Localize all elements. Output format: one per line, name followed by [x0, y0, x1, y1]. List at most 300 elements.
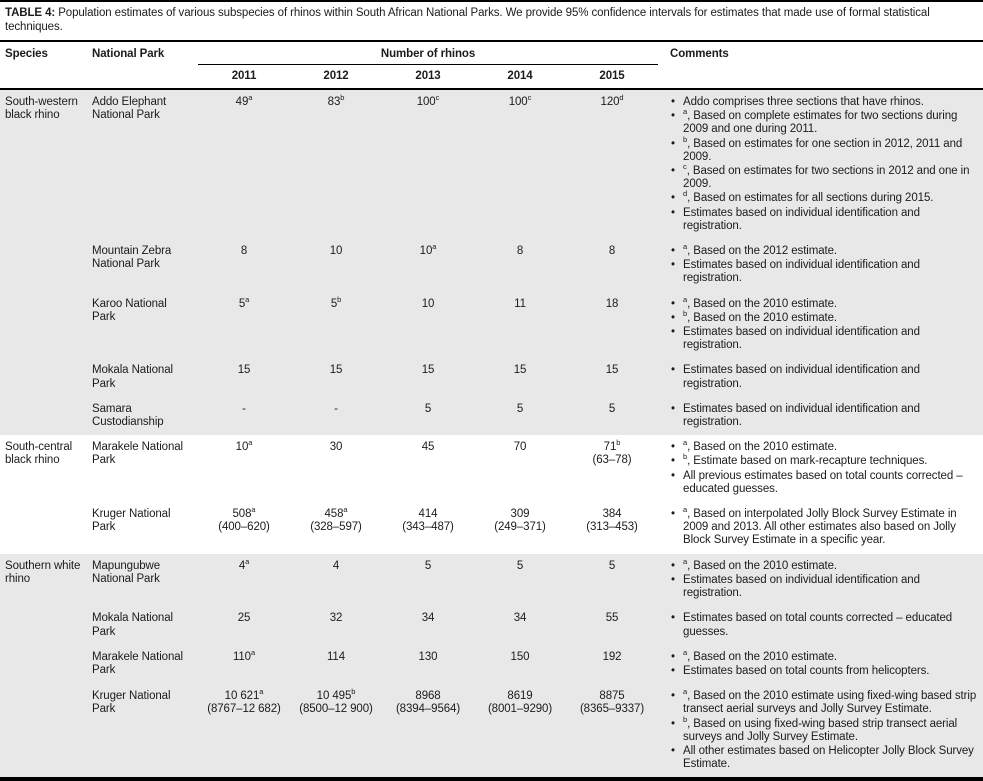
count-number: 18 — [605, 297, 619, 310]
comments-cell — [658, 292, 983, 359]
table-row — [0, 239, 983, 292]
table-caption — [0, 2, 983, 40]
bullet-icon: • — [671, 402, 675, 415]
table-row — [0, 645, 983, 684]
comment-text: Addo comprises three sections that have rhinos. — [683, 96, 924, 108]
footnote-marker: a — [683, 438, 688, 448]
rhino-count-value — [294, 294, 378, 311]
comment-text: Estimates based on total counts from helicopters. — [683, 664, 930, 677]
park-cell: Marakele National Park — [92, 441, 183, 467]
confidence-interval: (8394–9564) — [395, 703, 461, 716]
comments-cell — [658, 502, 983, 554]
comment-item — [670, 403, 978, 429]
comment-list — [670, 438, 978, 496]
bullet-icon: • — [671, 364, 675, 377]
rhino-count-cell — [474, 606, 566, 644]
park-cell: Mountain Zebra National Park — [92, 245, 172, 271]
bullet-icon: • — [671, 664, 675, 677]
rhino-count-cell — [290, 397, 382, 435]
rhino-count-value — [294, 560, 378, 573]
comment-text: , Based on estimates for two sections in 2012 and one in 2009. — [683, 165, 970, 191]
count-number: 5 — [516, 402, 524, 415]
bullet-icon: • — [671, 455, 675, 468]
footnote-marker: a — [683, 242, 688, 252]
rhino-count-value — [202, 647, 286, 664]
number-of-rhinos-label: Number of rhinos — [198, 48, 658, 65]
rhino-count-value — [570, 690, 654, 703]
comment-item — [670, 259, 978, 285]
bullet-icon: • — [671, 137, 675, 150]
count-number: 5 — [516, 559, 524, 572]
comment-text: , Based on the 2010 estimate. — [687, 311, 838, 324]
rhino-count-cell — [198, 502, 290, 554]
count-number: 192 — [602, 650, 622, 663]
rhino-count-value — [478, 651, 562, 664]
comment-text: Estimates based on individual identification and registration. — [683, 259, 920, 285]
count-number: 8 — [240, 245, 248, 258]
count-number: 10 621 — [224, 690, 260, 703]
footnote-marker: a — [683, 505, 688, 515]
count-number: 15 — [237, 364, 251, 377]
rhino-count-value — [386, 298, 470, 311]
footnote-marker: a — [245, 294, 250, 304]
rhino-count-cell — [198, 89, 290, 239]
table-row — [0, 606, 983, 644]
rhino-count-value — [294, 93, 378, 109]
comments-cell — [658, 554, 983, 607]
count-number: 5 — [330, 297, 338, 310]
species-cell: Southern white rhino — [5, 559, 81, 585]
footnote-marker: b — [683, 134, 688, 144]
rhino-count-cell — [474, 684, 566, 779]
count-number: - — [334, 402, 338, 415]
footnote-marker: a — [259, 687, 264, 697]
bullet-icon: • — [671, 311, 675, 324]
col-header-year: 2012 — [323, 70, 349, 82]
rhino-count-cell — [290, 606, 382, 644]
rhino-count-value — [386, 242, 470, 258]
table-caption-label: TABLE 4: — [5, 7, 56, 19]
count-number: 120 — [600, 96, 620, 108]
comment-item — [670, 612, 978, 638]
bullet-icon: • — [671, 650, 675, 663]
footnote-marker: a — [245, 556, 250, 566]
park-cell: Samara Custodianship — [92, 402, 164, 429]
footnote-marker: b — [340, 93, 345, 103]
count-number: 71 — [603, 441, 617, 454]
comments-cell — [658, 606, 983, 644]
footnote-marker: b — [351, 687, 356, 697]
rhino-count-cell — [474, 292, 566, 359]
comment-item — [670, 470, 978, 496]
comment-item — [670, 364, 978, 390]
rhino-count-cell — [290, 554, 382, 607]
comment-item — [670, 665, 978, 678]
rhino-count-value — [202, 294, 286, 311]
count-number: 114 — [326, 650, 346, 663]
rhino-count-value — [478, 508, 562, 521]
rhino-count-cell — [382, 554, 474, 607]
count-number: 110 — [232, 650, 251, 663]
rhino-count-value — [294, 441, 378, 454]
rhino-count-cell — [566, 645, 658, 684]
park-cell: Kruger National Park — [92, 508, 171, 534]
table-row — [0, 89, 983, 239]
comments-cell — [658, 358, 983, 396]
count-number: 34 — [421, 612, 435, 625]
count-number: 10 495 — [316, 690, 352, 703]
comment-list — [670, 294, 978, 353]
rhino-count-value — [478, 298, 562, 311]
bullet-icon: • — [671, 192, 675, 205]
comment-text: Estimates based on individual identification and registration. — [683, 573, 920, 600]
rhino-count-value — [570, 438, 654, 454]
footnote-marker: c — [527, 93, 532, 103]
col-header-comments: Comments — [670, 48, 729, 60]
rhino-count-cell — [198, 435, 290, 502]
footnote-marker: a — [683, 647, 688, 657]
count-number: 8619 — [507, 690, 533, 703]
comment-list — [670, 647, 978, 678]
rhino-count-value — [478, 560, 562, 573]
comment-text: , Estimate based on mark-recapture techniques. — [687, 455, 928, 468]
footnote-marker: a — [248, 438, 253, 448]
col-header-number-of-rhinos — [198, 41, 658, 65]
confidence-interval: (8500–12 900) — [299, 703, 373, 716]
table-header — [0, 41, 983, 89]
bullet-icon: • — [671, 559, 675, 572]
rhino-count-value — [570, 560, 654, 573]
table-caption-text: Population estimates of various subspecies of rhinos within South African National Parks. We provide 95% confidence intervals for estimates that made use of formal statistical techniques. — [5, 7, 930, 33]
count-number: 10 — [329, 245, 343, 258]
rhino-count-value — [570, 93, 654, 109]
rhino-count-cell — [290, 89, 382, 239]
col-header-species: Species — [5, 48, 48, 60]
confidence-interval: (8001–9290) — [487, 703, 553, 716]
bullet-icon: • — [671, 508, 675, 521]
rhino-count-value — [386, 508, 470, 521]
comments-cell — [658, 397, 983, 435]
footnote-marker: a — [251, 505, 256, 515]
rhino-count-cell — [198, 239, 290, 292]
count-number: 15 — [513, 364, 527, 377]
count-number: 8968 — [415, 690, 441, 703]
comment-list — [670, 242, 978, 286]
species-cell: South-western black rhino — [5, 96, 78, 122]
count-number: 150 — [510, 650, 530, 663]
rhino-count-cell — [382, 502, 474, 554]
rhino-count-cell — [382, 645, 474, 684]
count-number: 83 — [327, 96, 341, 108]
comment-item — [670, 714, 978, 744]
footnote-marker: a — [683, 107, 688, 117]
rhino-count-cell — [290, 684, 382, 779]
count-number: 8 — [516, 245, 524, 258]
rhino-count-value — [386, 560, 470, 573]
comment-text: Estimates based on individual identification and registration. — [683, 206, 920, 232]
park-cell: Mapungubwe National Park — [92, 559, 161, 585]
comments-cell — [658, 435, 983, 502]
bullet-icon: • — [671, 612, 675, 625]
bullet-icon: • — [671, 206, 675, 219]
rhino-count-value — [386, 364, 470, 377]
rhino-count-cell — [474, 89, 566, 239]
rhino-count-cell — [566, 292, 658, 359]
bullet-icon: • — [671, 744, 675, 757]
comment-item — [670, 309, 978, 325]
count-number: 10 — [235, 441, 249, 454]
rhino-count-value — [386, 403, 470, 416]
comment-text: Estimates based on individual identification and registration. — [683, 326, 920, 352]
comment-item — [670, 452, 978, 468]
footnote-marker: c — [683, 162, 687, 172]
rhino-count-cell — [474, 358, 566, 396]
bullet-icon: • — [671, 110, 675, 123]
header-row-top — [0, 41, 983, 65]
count-number: 15 — [329, 364, 343, 377]
rhino-count-cell — [474, 554, 566, 607]
count-number: 508 — [232, 508, 252, 521]
park-cell: Mokala National Park — [92, 364, 173, 390]
rhino-count-cell — [382, 239, 474, 292]
count-number: 458 — [324, 508, 344, 521]
bullet-icon: • — [671, 573, 675, 586]
rhino-count-cell — [198, 292, 290, 359]
bullet-icon: • — [671, 690, 675, 703]
comment-text: Estimates based on total counts corrected – educated guesses. — [683, 612, 953, 638]
comment-item — [670, 438, 978, 454]
count-number: 45 — [421, 441, 435, 454]
rhino-count-value — [294, 403, 378, 416]
comment-list — [670, 612, 978, 638]
rhino-count-value — [202, 245, 286, 258]
rhino-count-cell — [566, 502, 658, 554]
count-number: 30 — [329, 441, 343, 454]
comments-cell — [658, 239, 983, 292]
table-row — [0, 684, 983, 779]
rhino-count-cell — [474, 645, 566, 684]
comment-item — [670, 647, 978, 664]
confidence-interval: (313–453) — [586, 521, 638, 534]
rhino-count-value — [570, 364, 654, 377]
comment-item — [670, 574, 978, 600]
rhino-count-cell — [198, 645, 290, 684]
comment-list — [670, 96, 978, 233]
confidence-interval: (8365–9337) — [579, 703, 645, 716]
rhino-count-value — [570, 298, 654, 311]
rhino-count-value — [294, 612, 378, 625]
rhino-count-cell — [474, 435, 566, 502]
rhino-count-value — [570, 651, 654, 664]
comment-item — [670, 326, 978, 352]
species-section — [0, 435, 983, 553]
footnote-marker: b — [616, 438, 621, 448]
comment-text: , Based on estimates for one section in 2012, 2011 and 2009. — [683, 137, 963, 163]
comment-text: , Based on the 2012 estimate. — [687, 245, 838, 258]
rhino-count-value — [202, 612, 286, 625]
rhino-count-value — [294, 245, 378, 258]
col-header-year: 2014 — [507, 70, 533, 82]
rhino-count-value — [386, 651, 470, 664]
rhino-count-cell — [566, 684, 658, 779]
rhino-count-cell — [474, 239, 566, 292]
confidence-interval: (249–371) — [494, 521, 546, 534]
table-row — [0, 292, 983, 359]
comment-text: , Based on the 2010 estimate. — [687, 441, 838, 454]
rhino-count-value — [294, 364, 378, 377]
count-number: 100 — [508, 96, 528, 108]
comment-item — [670, 242, 978, 258]
table-row — [0, 435, 983, 502]
comment-item — [670, 189, 978, 205]
rhino-count-cell — [290, 435, 382, 502]
rhino-count-value — [294, 505, 378, 521]
rhino-count-cell — [198, 554, 290, 607]
confidence-interval: (328–597) — [310, 521, 362, 534]
count-number: 130 — [418, 650, 438, 663]
comment-list — [670, 687, 978, 771]
count-number: 55 — [605, 612, 619, 625]
rhino-count-value — [478, 403, 562, 416]
count-number: 10 — [421, 297, 435, 310]
comment-item — [670, 687, 978, 716]
comment-list — [670, 505, 978, 548]
count-number: 49 — [235, 96, 249, 108]
footnote-marker: a — [683, 294, 688, 304]
rhino-count-cell — [566, 554, 658, 607]
confidence-interval: (343–487) — [402, 521, 454, 534]
rhino-count-cell — [566, 435, 658, 502]
rhino-count-cell — [382, 684, 474, 779]
rhino-count-cell — [290, 645, 382, 684]
rhino-count-value — [202, 93, 286, 109]
bullet-icon: • — [671, 96, 675, 108]
footnote-marker: a — [683, 556, 688, 566]
rhino-count-cell — [290, 239, 382, 292]
count-number: 15 — [605, 364, 619, 377]
rhino-population-table — [0, 40, 983, 781]
rhino-count-value — [294, 651, 378, 664]
rhino-count-value — [478, 364, 562, 377]
rhino-count-value — [202, 364, 286, 377]
comment-text: Estimates based on individual identification and registration. — [683, 364, 920, 390]
count-number: 5 — [608, 559, 616, 572]
col-header-year: 2013 — [415, 70, 441, 82]
rhino-count-cell — [566, 239, 658, 292]
rhino-count-value — [202, 438, 286, 454]
rhino-count-cell — [198, 358, 290, 396]
table-row — [0, 502, 983, 554]
comment-item — [670, 134, 978, 164]
rhino-count-cell — [290, 358, 382, 396]
comment-item — [670, 745, 978, 771]
footnote-marker: d — [619, 93, 624, 103]
comment-item — [670, 96, 978, 109]
rhino-count-value — [570, 612, 654, 625]
footnote-marker: a — [250, 647, 256, 657]
rhino-count-value — [202, 505, 286, 521]
count-number: 70 — [513, 441, 527, 454]
count-number: 414 — [418, 508, 438, 521]
rhino-count-cell — [198, 397, 290, 435]
rhino-count-value — [570, 403, 654, 416]
comment-item — [670, 107, 978, 136]
count-number: 25 — [237, 612, 251, 625]
bullet-icon: • — [671, 326, 675, 339]
comment-list — [670, 364, 978, 390]
count-number: 32 — [329, 612, 343, 625]
comment-text: , Based on the 2010 estimate. — [687, 650, 838, 663]
footnote-marker: a — [343, 505, 348, 515]
comment-text: All other estimates based on Helicopter Jolly Block Survey Estimate. — [683, 744, 974, 771]
rhino-count-value — [202, 687, 286, 703]
comment-item — [670, 207, 978, 233]
rhino-count-cell — [198, 606, 290, 644]
comment-text: , Based on using fixed-wing based strip transect aerial surveys and Jolly Survey Estimate. — [683, 717, 958, 743]
rhino-count-value — [294, 687, 378, 703]
comments-cell — [658, 684, 983, 779]
species-section — [0, 89, 983, 435]
rhino-count-cell — [382, 292, 474, 359]
col-header-year: 2015 — [599, 70, 625, 82]
footnote-marker: b — [683, 309, 688, 319]
footnote-marker: b — [683, 452, 688, 462]
rhino-count-cell — [566, 397, 658, 435]
comment-list — [670, 403, 978, 429]
comment-text: , Based on estimates for all sections during 2015. — [687, 192, 934, 205]
rhino-count-value — [478, 245, 562, 258]
rhino-count-value — [202, 403, 286, 416]
count-number: 4 — [238, 559, 246, 572]
rhino-count-cell — [474, 502, 566, 554]
rhino-count-cell — [566, 358, 658, 396]
rhino-count-value — [386, 690, 470, 703]
footnote-marker: b — [337, 294, 342, 304]
comments-cell — [658, 89, 983, 239]
footnote-marker: d — [683, 189, 688, 199]
count-number: 384 — [602, 508, 622, 521]
confidence-interval: (8767–12 682) — [207, 703, 281, 716]
bullet-icon: • — [671, 259, 675, 272]
comment-item — [670, 294, 978, 311]
footnote-marker: b — [683, 714, 688, 724]
bullet-icon: • — [671, 717, 675, 730]
comment-item — [670, 505, 978, 548]
bullet-icon: • — [671, 245, 675, 258]
comments-cell — [658, 645, 983, 684]
species-cell: South-central black rhino — [5, 441, 73, 467]
species-section — [0, 554, 983, 780]
rhino-count-value — [386, 612, 470, 625]
confidence-interval: (63–78) — [592, 454, 632, 467]
count-number: 5 — [424, 402, 432, 415]
col-header-national-park: National Park — [92, 48, 165, 60]
rhino-count-cell — [566, 89, 658, 239]
count-number: 5 — [608, 402, 616, 415]
rhino-count-cell — [474, 397, 566, 435]
comment-text: All previous estimates based on total counts corrected – educated guesses. — [683, 469, 963, 495]
bullet-icon: • — [671, 469, 675, 482]
rhino-count-value — [478, 612, 562, 625]
bullet-icon: • — [671, 297, 675, 310]
count-number: 10 — [419, 245, 433, 258]
bullet-icon: • — [671, 165, 675, 178]
rhino-count-cell — [382, 435, 474, 502]
count-number: 100 — [416, 96, 436, 108]
park-cell: Karoo National Park — [92, 297, 167, 323]
rhino-count-cell — [566, 606, 658, 644]
park-cell: Addo Elephant National Park — [92, 96, 167, 122]
